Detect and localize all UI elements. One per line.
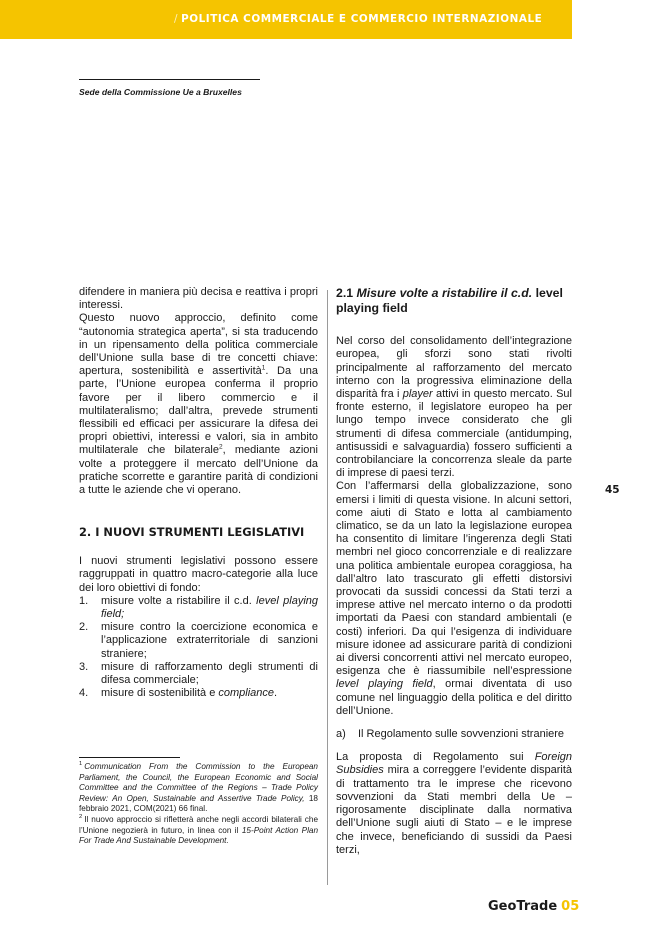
footnotes <box>79 762 318 847</box>
footnote: $^2$ Il nuovo approccio si rifletterà anche negli accordi bilaterali che l’Unione negozierà in futuro, in linea con il 15-Point Action Plan For Trade And Sustainable Development. <box>79 814 318 846</box>
lettered-subheading: a) Il Regolamento sulle sovvenzioni straniere <box>336 728 565 741</box>
left-column <box>79 286 318 700</box>
footnote-ref[interactable]: 1 <box>261 364 266 372</box>
list-item: 1. misure volte a ristabilire il c.d. level playing field; <box>79 594 318 621</box>
footnote-rule <box>79 757 180 758</box>
paragraph: Con l’affermarsi della globalizzazione, sono emersi i limiti di questa visione. In alcuni settori, come aiuti di Stato e lotta al cambiamento climatico, se da un lato la legislazione europea ha consentito di limitare l’ingerenza degli Stati membri nel gioco concorrenziale e di realizzare una politica ambientale europea coraggiosa, ha dall’altro lato trascurato gli effetti distorsivi provocati da sussidi concessi da Stati terzi a imprese attive nel mercato interno o da prodotti importati da Paesi con standard ambientali (e costi) inferiori. Da qui l’esigenza di individuare misure idonee ad assicurare parità di condizioni ai diversi concorrenti attivi nel mercato europeo, esigenza che è riassumibile nell’espressione level playing field, ormai diventata di uso comune nel linguaggio della politica e del diritto dell’Unione. <box>336 480 572 717</box>
list-item: 3. misure di rafforzamento degli strumenti di difesa commerciale; <box>79 660 318 687</box>
paragraph: I nuovi strumenti legislativi possono essere raggruppati in quattro macro-categorie alla luce dei loro obiettivi di fondo: <box>79 555 318 594</box>
subsection-heading: 2.1 Misure volte a ristabilire il c.d. level playing field <box>336 286 563 315</box>
paragraph: Nel corso del consolidamento dell’integrazione europea, gli sforzi sono stati rivolti principalmente al rafforzamento del mercato interno con la progressiva eliminazione della disparità fra i player attivi in questo mercato. Sul fronte esterno, il legislatore europeo ha per lungo tempo invece considerato che gli strumenti di difesa commerciale (antidumping, antisussidi e salvaguardia) fossero sufficienti a controbilanciare la concorrenza sleale da parte di imprese di paesi terzi. <box>336 335 572 480</box>
section-title <box>174 13 542 25</box>
numbered-list <box>79 595 318 701</box>
brand-footer <box>488 899 579 914</box>
header-slash: / <box>174 13 179 25</box>
section-heading: 2. I NUOVI STRUMENTI LEGISLATIVI <box>79 525 305 540</box>
image-caption: Sede della Commissione Ue a Bruxelles <box>79 87 242 97</box>
paragraph: difendere in maniera più decisa e reattiva i propri interessi. <box>79 286 318 312</box>
footnote-ref[interactable]: 2 <box>219 443 223 451</box>
list-item: 2. misure contro la coercizione economica e l’applicazione extraterritoriale di sanzioni straniere; <box>79 621 318 660</box>
brand-name: GeoTrade <box>488 899 558 914</box>
paragraph: La proposta di Regolamento sui Foreign Subsidies mira a correggere l’evidente disparità di trattamento tra le imprese che ricevono sovvenzioni da Stati membri della Ue – rigorosamente disciplinate dalla normativa dell’Unione sugli aiuti di Stato – e le imprese che invece, beneficiando di sussidi da Paesi terzi, <box>336 751 572 856</box>
page-number: 45 <box>605 484 620 496</box>
issue-number: 05 <box>561 899 580 914</box>
paragraph: Questo nuovo approccio, definito come “autonomia strategica aperta”, si sta traducendo in un ripensamento della politica commerciale dell’Unione sulla base di tre concetti chiave: apertura, sostenibilità e assertività$^1$. Da una parte, l’Unione europea conferma il proprio favore per il libero commercio e il multilateralismo; dall’altra, prevede strumenti flessibili ed efficaci per assicurare la difesa dei propri obiettivi, interessi e valori, sia in ambito multilaterale che bilaterale$^2$, mediante azioni volte a proteggere il mercato dell’Unione da pratiche scorrette e garantire parità di condizioni a tutte le aziende che vi operano. <box>79 312 318 497</box>
section-title-text: POLITICA COMMERCIALE E COMMERCIO INTERNAZIONALE <box>181 13 543 25</box>
caption-rule <box>79 79 260 80</box>
footnote: $^1$ Communication From the Commission to the European Parliament, the Council, the European Economic and Social Committee and the Committee of the Regions – Trade Policy Review: An Open, Sustainable and Assertive Trade Policy, 18 febbraio 2021, COM(2021) 66 final. <box>79 761 318 814</box>
list-item: 4. misure di sostenibilità e compliance. <box>79 687 278 700</box>
right-column <box>336 286 572 857</box>
column-divider <box>327 290 328 885</box>
